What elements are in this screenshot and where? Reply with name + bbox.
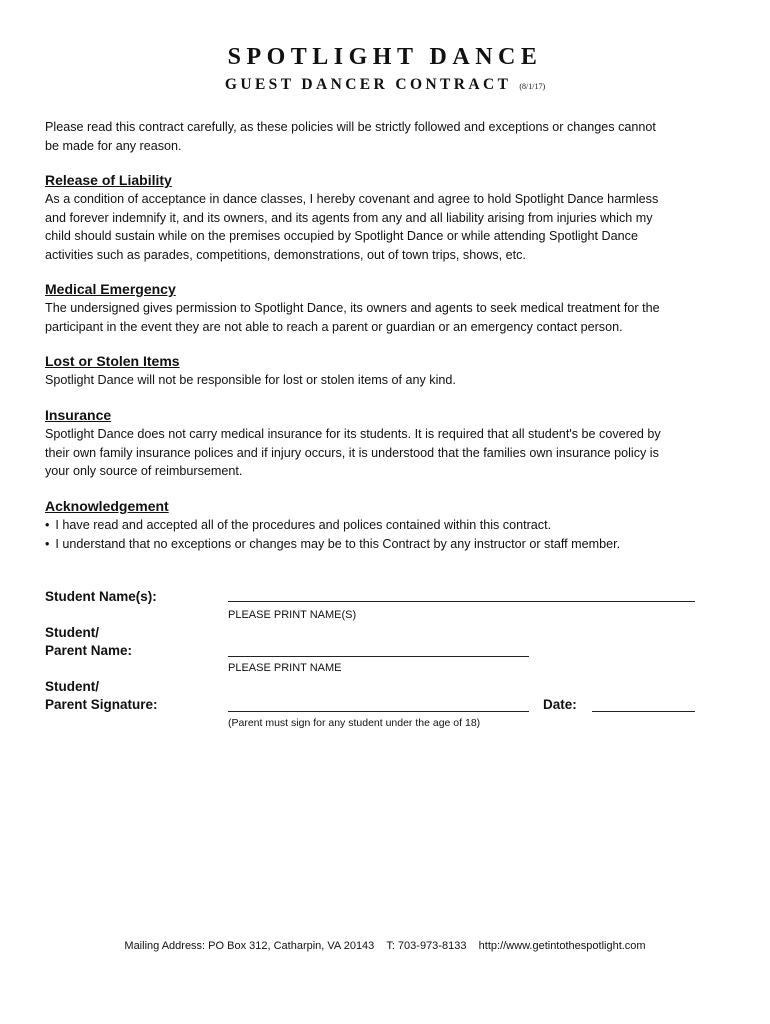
label-line: Parent Signature: [45,697,158,712]
parent-name-label [45,624,132,660]
label-line: Parent Name: [45,643,133,658]
section-heading: Insurance [45,407,112,423]
parent-name-field[interactable] [228,656,529,657]
section-medical-emergency [45,280,735,336]
section-insurance [45,406,735,481]
subtitle-text: GUEST DANCER CONTRACT [224,76,512,93]
bullet-item: • I have read and accepted all of the procedures and polices contained within this contract. [45,516,735,535]
signature-hint: (Parent must sign for any student under the age of 18) [228,717,481,729]
bullet-item: • I understand that no exceptions or changes may be to this Contract by any instructor or staff member. [45,535,735,554]
intro-line: Please read this contract carefully, as these policies will be strictly followed and exceptions or changes cannot [45,120,656,134]
section-line: participant in the event they are not able to reach a parent or guardian or an emergency contact person. [45,319,623,334]
section-heading: Medical Emergency [45,281,176,297]
label-line: Student/ [45,679,99,694]
section-line: Spotlight Dance does not carry medical insurance for its students. It is required that all student's be covered by [45,427,661,441]
student-names-hint: PLEASE PRINT NAME(S) [228,609,357,621]
section-line: child should sustain while on the premises occupied by Spotlight Dance or while attending Spotlight Dance [45,229,638,243]
section-heading: Lost or Stolen Items [45,353,180,369]
section-acknowledgement [45,497,735,553]
section-line: their own family insurance polices and if injury occurs, it is understood that the families own insurance policy is [45,445,659,460]
student-names-field[interactable] [228,601,695,602]
section-line: As a condition of acceptance in dance classes, I hereby covenant and agree to hold Spotlight Dance harmless [45,192,659,206]
parent-name-hint: PLEASE PRINT NAME [228,662,342,674]
signature-label [45,678,158,714]
section-line: The undersigned gives permission to Spotlight Dance, its owners and agents to seek medical treatment for the [45,301,660,315]
section-release-of-liability [45,171,735,264]
section-line: and forever indemnify it, and its owners, and its agents from any and all liability arising from injuries which my [45,210,653,225]
intro-paragraph [45,118,735,155]
version-date: (8/1/17) [519,82,546,91]
date-field[interactable] [592,711,695,712]
document-title: SPOTLIGHT DANCE [227,44,543,70]
student-names-label: Student Name(s): [45,589,157,604]
label-line: Student/ [45,625,99,640]
document-subtitle [0,76,770,94]
section-heading: Acknowledgement [45,498,169,514]
section-lost-or-stolen-items [45,352,735,390]
date-label: Date: [543,697,577,712]
section-line: Spotlight Dance will not be responsible for lost or stolen items of any kind. [45,373,456,387]
footer-contact: Mailing Address: PO Box 312, Catharpin, VA 20143 T: 703-973-8133 http://www.getintothespotlight.com [124,940,646,952]
intro-line: be made for any reason. [45,138,182,153]
section-line: your only source of reimbursement. [45,464,243,478]
section-line: activities such as parades, competitions, demonstrations, out of town trips, shows, etc. [45,247,526,262]
signature-field[interactable] [228,711,529,712]
section-heading: Release of Liability [45,172,172,188]
